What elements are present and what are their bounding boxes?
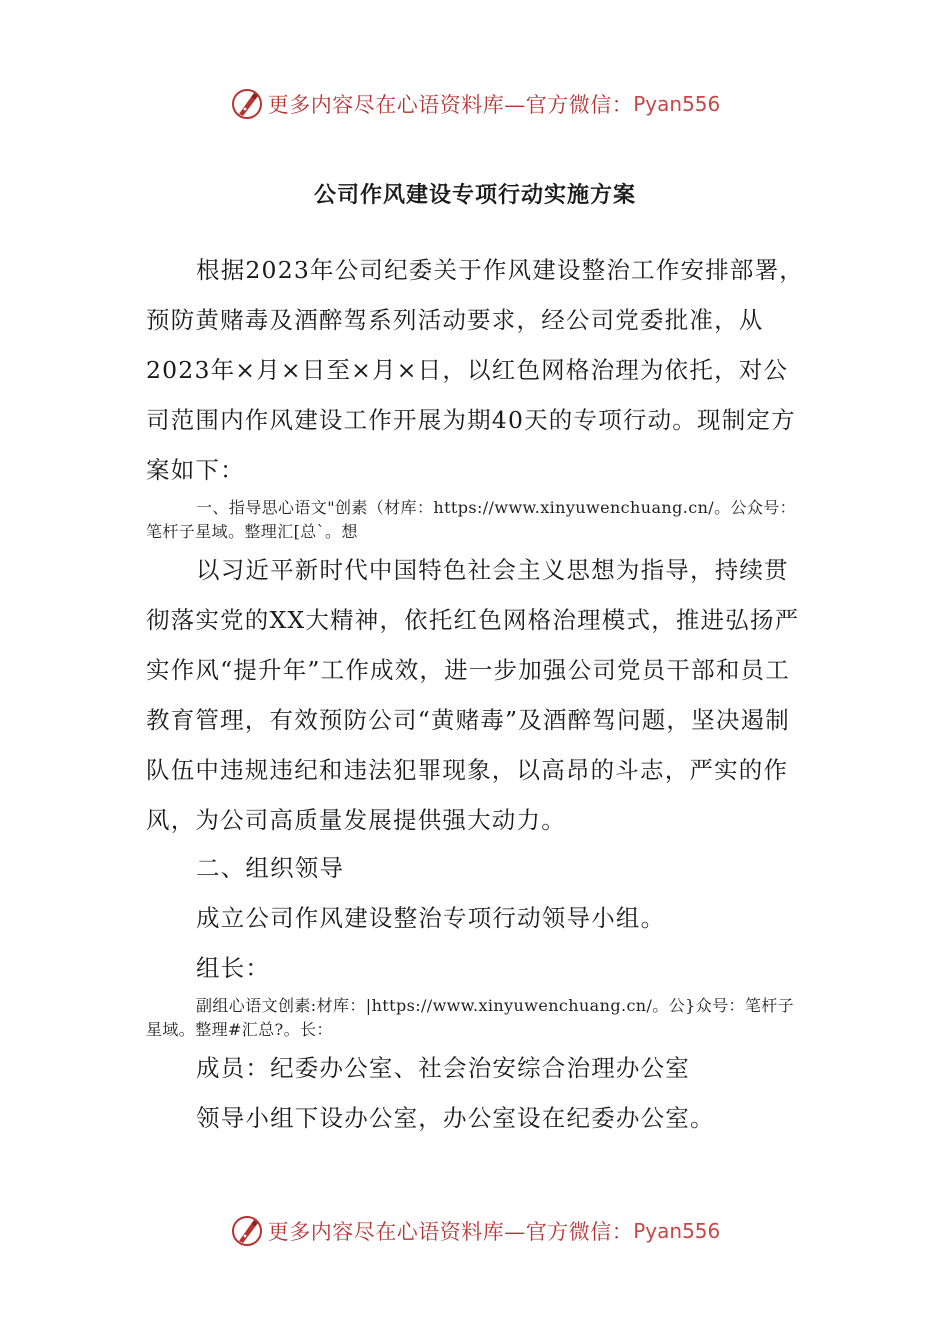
banner-wechat-id: Pyan556 — [633, 1219, 721, 1243]
section1-body: 以习近平新时代中国特色社会主义思想为指导，持续贯彻落实党的XX大精神，依托红色网格治理模式，推进弘扬严实作风“提升年”工作成效，进一步加强公司党员干部和员工教育管理，有效预防公司“黄赌毒”及酒醉驾问题，坚决遏制队伍中违规违纪和违法犯罪现象，以高昂的斗志，严实的作风，为公司高质量发展提供强大动力。 — [146, 556, 800, 834]
banner-wechat-id: Pyan556 — [633, 92, 721, 116]
document-title: 公司作风建设专项行动实施方案 — [313, 183, 636, 208]
banner-text: 更多内容尽在心语资料库—官方微信： — [267, 93, 634, 117]
office-line: 领导小组下设办公室，办公室设在纪委办公室。 — [196, 1104, 715, 1132]
banner-text: 更多内容尽在心语资料库—官方微信： — [267, 1220, 634, 1244]
section2-line1: 成立公司作风建设整治专项行动领导小组。 — [196, 904, 666, 932]
footer-banner — [0, 1209, 950, 1253]
section2-heading: 二、组织领导 — [196, 854, 345, 882]
intro-paragraph: 根据2023年公司纪委关于作风建设整治工作安排部署，预防黄赌毒及酒醉驾系列活动要求，经公司党委批准，从2023年×月×日至×月×日，以红色网格治理为依托，对公司范围内作风建设工作开展为期40天的专项行动。现制定方案如下： — [146, 256, 805, 484]
deputy-leader-line: 副组心语文创素:材库：|https://www.xinyuwenchuang.cn/。公}众号：笔杆子星域。整理#汇总?。长： — [146, 996, 795, 1039]
section1-heading: 一、指导思心语文"创素（材库：https://www.xinyuwenchuang.cn/。公众号：笔杆子星域。整理汇[总`。想 — [146, 498, 797, 541]
pen-nib-logo-icon — [230, 87, 264, 121]
header-banner — [0, 82, 950, 126]
members-line: 成员：纪委办公室、社会治安综合治理办公室 — [196, 1054, 690, 1082]
leader-line: 组长： — [196, 954, 271, 982]
pen-nib-logo-icon — [230, 1214, 264, 1248]
